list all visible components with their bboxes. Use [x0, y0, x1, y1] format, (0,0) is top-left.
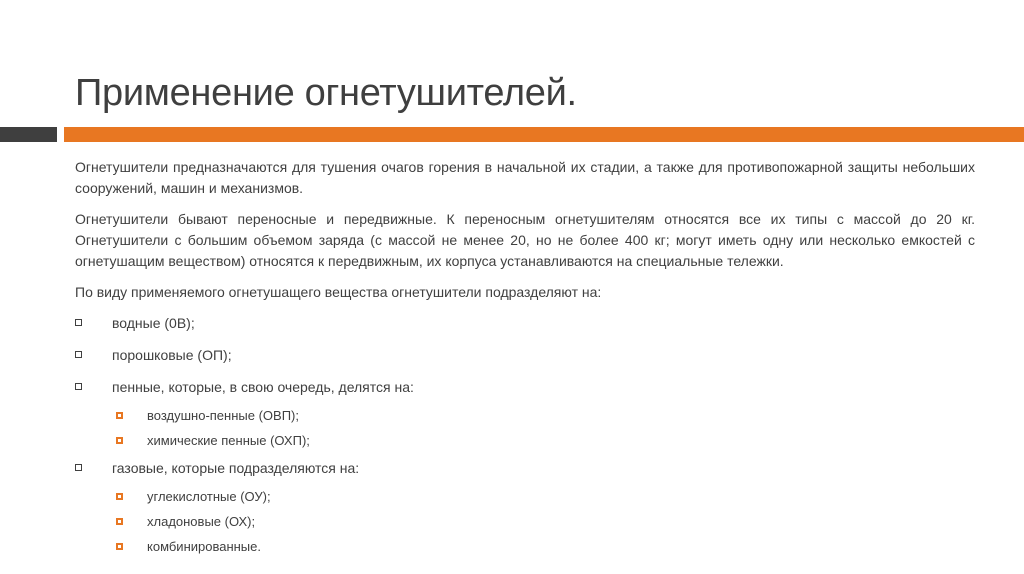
square-bullet-icon — [75, 464, 82, 471]
sublist-item — [75, 431, 975, 450]
orange-square-bullet-icon — [116, 437, 123, 444]
list-item-foam — [75, 377, 975, 398]
sublist-item — [75, 406, 975, 425]
list-item-label: газовые, которые подразделяются на: — [112, 460, 360, 476]
orange-square-bullet-icon — [116, 493, 123, 500]
title-bar-dark — [0, 127, 57, 142]
square-bullet-icon — [75, 319, 82, 326]
list-item-water — [75, 313, 975, 334]
slide-body — [75, 157, 975, 564]
sublist-item-label: воздушно-пенные (ОВП); — [147, 408, 299, 423]
list-item-powder — [75, 345, 975, 366]
sublist-item-label: химические пенные (ОХП); — [147, 433, 310, 448]
sublist-item-label: углекислотные (ОУ); — [147, 489, 271, 504]
paragraph-classification: По виду применяемого огнетушащего вещества огнетушители подразделяют на: — [75, 284, 602, 300]
sublist-foam — [75, 406, 975, 450]
slide-title: Применение огнетушителей. — [75, 72, 577, 114]
list-item-label: пенные, которые, в свою очередь, делятся на: — [112, 379, 414, 395]
paragraph-purpose: Огнетушители предназначаются для тушения очагов горения в начальной их стадии, а также для противопожарной защиты небольших сооружений, машин и механизмов. — [75, 159, 975, 196]
list-item-label: порошковые (ОП); — [112, 347, 232, 363]
title-bar-accent — [64, 127, 1024, 142]
sublist-item — [75, 537, 975, 556]
sublist-item — [75, 512, 975, 531]
sublist-item-label: комбинированные. — [147, 539, 261, 554]
square-bullet-icon — [75, 351, 82, 358]
sublist-item — [75, 487, 975, 506]
orange-square-bullet-icon — [116, 518, 123, 525]
sublist-item-label: хладоновые (ОХ); — [147, 514, 256, 529]
paragraph-types: Огнетушители бывают переносные и передвижные. К переносным огнетушителям относятся все их типы с массой до 20 кг. Огнетушители с большим объемом заряда (с массой не менее 20, но не более 400 кг; могут иметь одну или несколько емкостей с огнетушащим веществом) относятся к передвижным, их корпуса устанавливаются на специальные тележки. — [75, 211, 975, 269]
square-bullet-icon — [75, 383, 82, 390]
list-item-label: водные (0В); — [112, 315, 195, 331]
list-item-gas — [75, 458, 975, 479]
orange-square-bullet-icon — [116, 543, 123, 550]
orange-square-bullet-icon — [116, 412, 123, 419]
sublist-gas — [75, 487, 975, 556]
